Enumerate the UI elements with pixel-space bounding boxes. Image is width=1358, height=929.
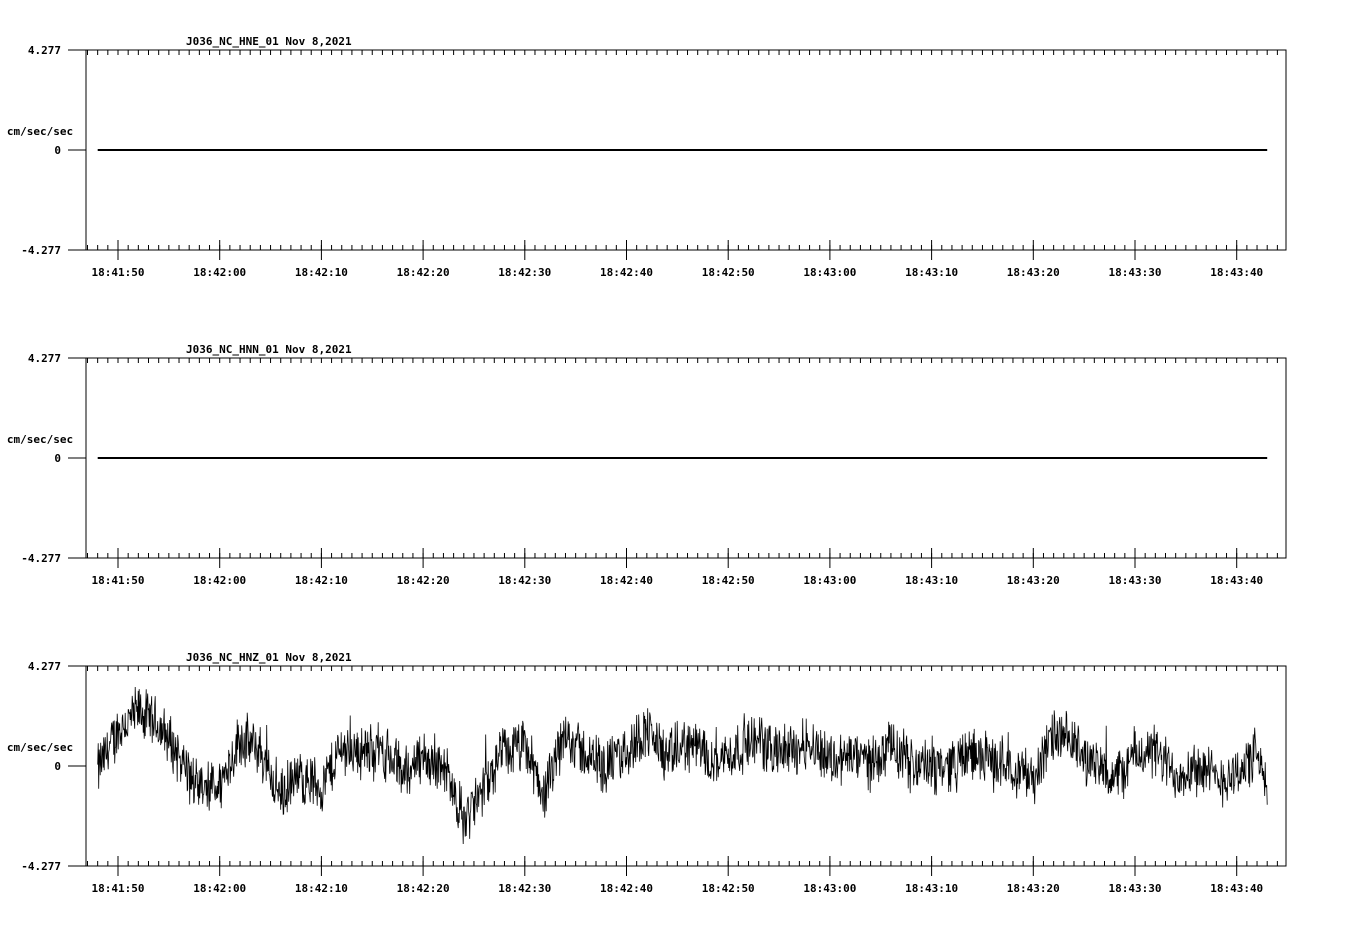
x-tick-label: 18:42:30: [498, 574, 552, 587]
y-tick-label-bottom: -4.277: [21, 244, 61, 257]
x-tick-label: 18:43:10: [905, 574, 959, 587]
x-tick-label: 18:42:40: [600, 574, 653, 587]
x-tick-label: 18:43:20: [1006, 882, 1060, 895]
x-tick-label: 18:43:00: [803, 574, 857, 587]
chart-title: J036_NC_HNZ_01 Nov 8,2021: [186, 651, 352, 664]
y-tick-label-top: 4.277: [27, 352, 61, 365]
y-tick-label-top: 4.277: [27, 660, 61, 673]
x-tick-label: 18:42:00: [193, 574, 247, 587]
y-tick-label-bottom: -4.277: [21, 860, 61, 873]
x-tick-label: 18:42:00: [193, 882, 247, 895]
x-tick-label: 18:43:00: [803, 882, 857, 895]
series-line-waveform: [98, 687, 1268, 844]
x-tick-label: 18:41:50: [91, 574, 145, 587]
x-tick-label: 18:43:30: [1108, 882, 1162, 895]
x-tick-label: 18:43:40: [1210, 266, 1264, 279]
y-tick-label-zero: 0: [54, 452, 61, 465]
x-tick-label: 18:43:20: [1006, 266, 1060, 279]
chart-title: J036_NC_HNE_01 Nov 8,2021: [186, 35, 352, 48]
x-tick-label: 18:42:30: [498, 882, 552, 895]
x-tick-label: 18:42:50: [701, 882, 755, 895]
x-tick-label: 18:42:10: [294, 574, 348, 587]
x-tick-label: 18:41:50: [91, 882, 145, 895]
y-tick-label-bottom: -4.277: [21, 552, 61, 565]
x-tick-label: 18:43:30: [1108, 266, 1162, 279]
x-tick-label: 18:43:40: [1210, 882, 1264, 895]
x-tick-label: 18:43:40: [1210, 574, 1264, 587]
x-tick-label: 18:42:30: [498, 266, 552, 279]
y-tick-label-zero: 0: [54, 144, 61, 157]
x-tick-label: 18:42:20: [396, 266, 450, 279]
x-tick-label: 18:42:20: [396, 574, 450, 587]
x-tick-label: 18:43:20: [1006, 574, 1060, 587]
y-axis-label: cm/sec/sec: [6, 125, 74, 138]
y-tick-label-zero: 0: [54, 760, 61, 773]
y-axis-label: cm/sec/sec: [6, 433, 74, 446]
x-tick-label: 18:42:00: [193, 266, 247, 279]
y-tick-label-top: 4.277: [27, 44, 61, 57]
x-tick-label: 18:42:10: [294, 266, 348, 279]
x-tick-label: 18:42:20: [396, 882, 450, 895]
chart-title: J036_NC_HNN_01 Nov 8,2021: [186, 343, 352, 356]
x-tick-label: 18:43:00: [803, 266, 857, 279]
x-tick-label: 18:42:50: [701, 266, 755, 279]
x-tick-label: 18:41:50: [91, 266, 145, 279]
y-axis-label: cm/sec/sec: [6, 741, 74, 754]
x-tick-label: 18:42:50: [701, 574, 755, 587]
x-tick-label: 18:42:40: [600, 882, 653, 895]
x-tick-label: 18:43:10: [905, 882, 959, 895]
x-tick-label: 18:42:40: [600, 266, 653, 279]
x-tick-label: 18:42:10: [294, 882, 348, 895]
x-tick-label: 18:43:30: [1108, 574, 1162, 587]
x-tick-label: 18:43:10: [905, 266, 959, 279]
